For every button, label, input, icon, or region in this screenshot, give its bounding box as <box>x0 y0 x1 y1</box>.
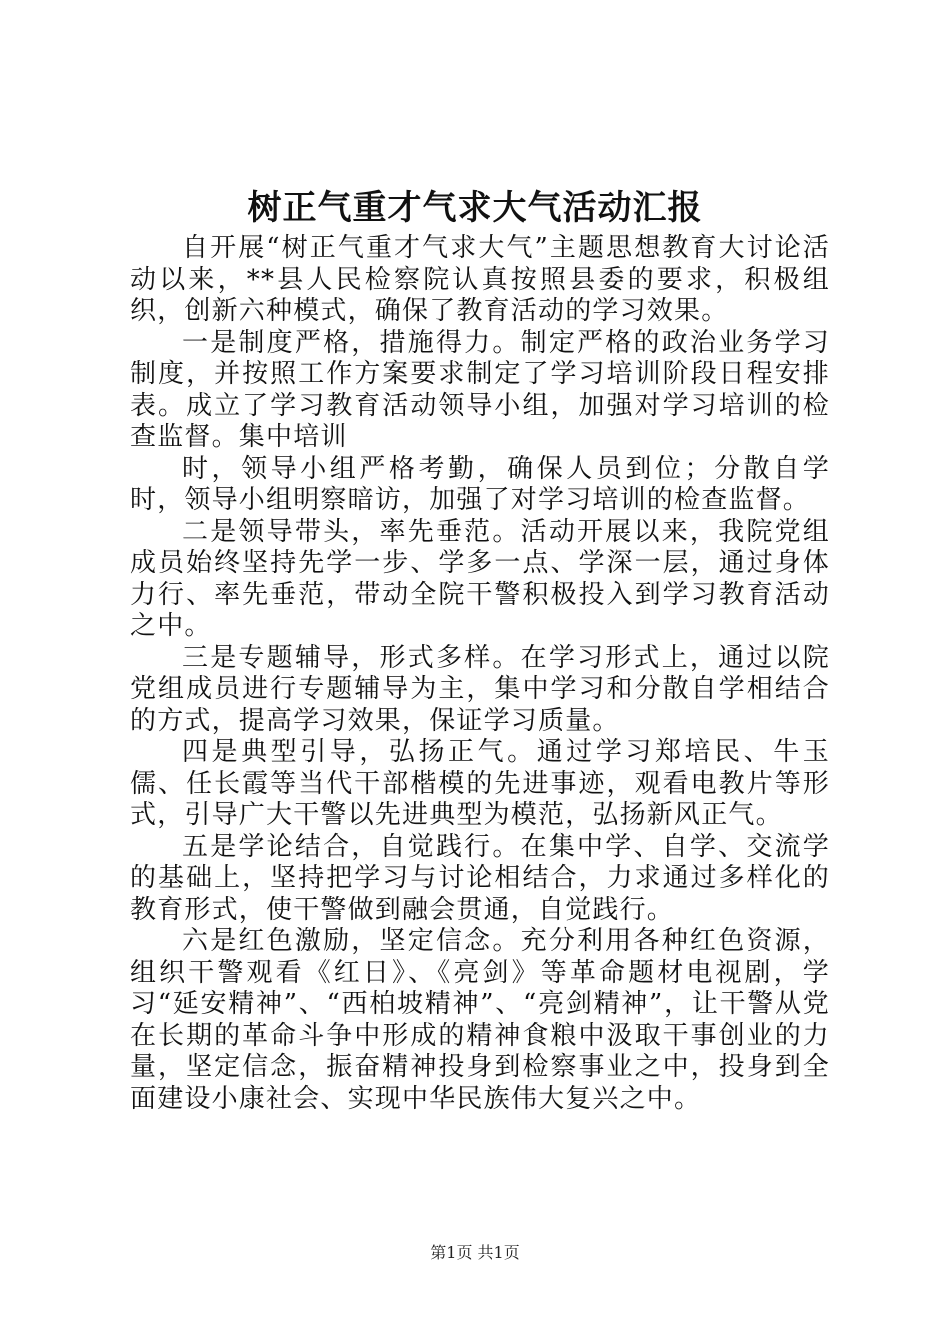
paragraph-point-3: 三是专题辅导，形式多样。在学习形式上，通过以院党组成员进行专题辅导为主，集中学习和分散自学相结合的方式，提高学习效果，保证学习质量。 <box>130 642 830 736</box>
page-number-footer: 第1页 共1页 <box>430 1243 520 1262</box>
paragraph-point-1: 一是制度严格，措施得力。制定严格的政治业务学习制度，并按照工作方案要求制定了学习培训阶段日程安排表。成立了学习教育活动领导小组，加强对学习培训的检查监督。集中培训 <box>130 327 830 452</box>
paragraph-intro: 自开展“树正气重才气求大气”主题思想教育大讨论活动以来，**县人民检察院认真按照县委的要求，积极组织，创新六种模式，确保了教育活动的学习效果。 <box>130 233 830 326</box>
paragraph-point-5: 五是学论结合，自觉践行。在集中学、自学、交流学的基础上，坚持把学习与讨论相结合，力求通过多样化的教育形式，使干警做到融会贯通，自觉践行。 <box>130 831 830 925</box>
paragraph-point-4: 四是典型引导，弘扬正气。通过学习郑培民、牛玉儒、任长霞等当代干部楷模的先进事迹，观看电教片等形式，引导广大干警以先进典型为模范，弘扬新风正气。 <box>130 737 830 830</box>
paragraph-point-6: 六是红色激励，坚定信念。充分利用各种红色资源，组织干警观看《红日》、《亮剑》等革命题材电视剧，学习“延安精神”、“西柏坡精神”、“亮剑精神”，让干警从党在长期的革命斗争中形成的精神食粮中汲取干事创业的力量，坚定信念，振奋精神投身到检察事业之中，投身到全面建设小康社会、实现中华民族伟大复兴之中。 <box>130 926 830 1114</box>
document-body <box>130 233 830 1115</box>
paragraph-point-1-continued: 时，领导小组严格考勤，确保人员到位；分散自学时，领导小组明察暗访，加强了对学习培训的检查监督。 <box>130 453 830 515</box>
paragraph-point-2: 二是领导带头，率先垂范。活动开展以来，我院党组成员始终坚持先学一步、学多一点、学深一层，通过身体力行、率先垂范，带动全院干警积极投入到学习教育活动之中。 <box>130 516 830 641</box>
document-title: 树正气重才气求大气活动汇报 <box>247 188 703 228</box>
